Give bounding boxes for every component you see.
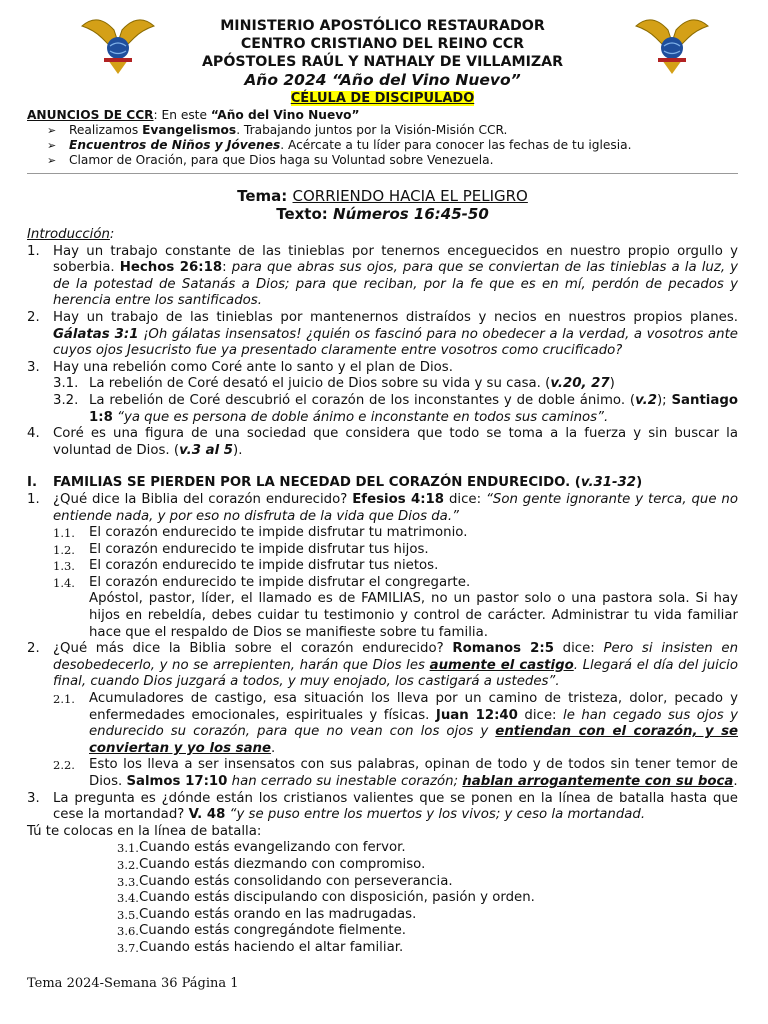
paragraph: Apóstol, pastor, líder, el llamado es de FAMILIAS, no un pastor solo o una pastora sola. Si hay hijos en rebeldía, debes cuidar tu testimonio y control de carácter. Administrar tu vida familiar hace que el respaldo de Dios se manifieste sobre tu familia. — [89, 591, 738, 640]
sub-list-item: 3.1. La rebelión de Coré desató el juicio de Dios sobre su vida y su casa. (v.20, 27) — [53, 376, 615, 392]
sub-list-item: 2.1. Acumuladores de castigo, esa situación los lleva por un camino de tristeza, dolor, pecado y enfermedades emocionales, espirituales y físicas. Juan 12:40 dice: le han cegado sus ojos y endurecido su corazón, para que no vean con los ojos y entiendan con el corazón, y se conviertan y yo los sane. — [53, 691, 739, 756]
sub-list-item: 3.6. Cuando estás congregándote fielmente. — [117, 923, 407, 939]
header-ministry: MINISTERIO APOSTÓLICO RESTAURADOR — [220, 18, 545, 34]
sub-list-item: 3.2. La rebelión de Coré descubrió el corazón de los inconstantes y de doble ánimo. (v.2); Santiago 1:8 “ya que es persona de doble ánimo e inconstante en todos sus caminos”. — [53, 392, 738, 425]
header-apostles: APÓSTOLES RAÚL Y NATHALY DE VILLAMIZAR — [201, 54, 564, 70]
arrow-bullet-icon: ➢ — [47, 154, 57, 167]
document-header — [27, 17, 738, 107]
announcement-item: ➢ Clamor de Oración, para que Dios haga su Voluntad sobre Venezuela. — [47, 153, 494, 167]
sub-list-item: 3.5. Cuando estás orando en las madrugadas. — [117, 906, 417, 922]
intro-label: Introducción — [27, 227, 110, 242]
announcement-item: ➢ Realizamos Evangelismos. Trabajando juntos por la Visión-Misión CCR. — [47, 123, 508, 137]
document-body: Introducción: 1. Hay un trabajo constante de las tinieblas por tenernos enceguecidos en nuestro propio orgullo y soberbia. Hechos 26:18: para que abras sus ojos, para que se conviertan de las tinieblas a la luz, y de la potestad de Satanás a Dios; para que reciban, por la fe que es en mí, perdón de pecados y herencia entre los santificados. 2. Hay un trabajo de las tinieblas por mantenernos distraídos y necios en nuestros propios planes. Gálatas 3:1 ¡Oh gálatas insensatos! ¿quién os fascinó para no obedecer a la verdad, a vosotros ante cuyos ojos Jesucristo fue ya presentado claramente entre vosotros como crucificado? 3. Hay una rebelión como Coré ante lo santo y el plan de Dios. 3.1. La rebelión de Coré desató el juicio de Dios sobre su vida y su casa. (v.20, 27) 3.2. La rebelión de Coré descubrió el corazón de los inconstantes y de doble ánimo. (v.2); Santiago 1:8 “ya que es persona de doble ánimo e inconstante en todos sus caminos”. 4. Coré es una figura de una sociedad que considera que todo se toma a la fuerza y sin buscar la voluntad de Dios. (v.3 al 5). I. FAMILIAS SE PIERDEN POR LA NECEDAD DEL CORAZÓN ENDURECIDO. (v.31-32) 1. ¿Qué dice la Biblia del corazón endurecido? Efesios 4:18 dice: “Son gente ignorante y terca, que no entiende nada, y por eso no disfruta de la vida que Dios da.” 1.1. El corazón endurecido te impide disfrutar tu matrimonio. 1.2. El corazón endurecido te impide disfrutar tus hijos. 1.3. El corazón endurecido te impide disfrutar tus nietos. 1.4. El corazón endurecido te impide disfrutar el congregarte. Apóstol, pastor, líder, el llamado es de FAMILIAS, no un pastor solo o una pastora sola. Si hay hijos en rebeldía, debes cuidar tu testimonio y control de carácter. Administrar tu vida familiar hace que el respaldo de Dios se manifieste sobre tu familia. 2. ¿Qué más dice la Biblia sobre el corazón endurecido? Romanos 2:5 dice: Pero si insisten en desobedecerlo, y no se arrepienten, harán que Dios les aumente el castigo. Llegará el día del juicio final, cuando Dios juzgará a todos, y muy enojado, los castigará a ustedes”. 2.1. Acumuladores de castigo, esa situación los lleva por un camino de tristeza, dolor, pecado y enfermedades emocionales, espirituales y físicas. Juan 12:40 dice: le han cegado sus ojos y endurecido su corazón, para que no vean con los ojos y entiendan con el corazón, y se conviertan y yo los sane. 2.2. Esto los lleva a ser insensatos con sus palabras, opinan de todo y de todos sin tener temor de Dios. Salmos 17:10 han cerrado su inestable corazón; hablan arrogantemente con su boca. 3. La pregunta es ¿dónde están los cristianos valientes que se ponen en la línea de batalla hasta que cese la mortandad? V. 48 “y se puso entre los muertos y los vivos; y ceso la mortandad. Tú te colocas en la línea de batalla: 3.1. Cuando estás evangelizando con fervor. 3.2. Cuando estás diezmando con compromiso. 3.3. Cuando estás consolidando con perseverancia. 3.4. Cuando estás discipulando con disposición, pasión y orden. 3.5. Cuando estás orando en las madrugadas. 3.6. Cuando estás congregándote fielmente. 3.7. Cuando estás haciendo el altar familiar. — [27, 227, 739, 955]
theme-text-ref: Números 16:45-50 — [333, 205, 489, 223]
cell-title-highlight: CÉLULA DE DISCIPULADO — [290, 91, 475, 106]
sub-list-item: 2.2. Esto los lleva a ser insensatos con sus palabras, opinan de todo y de todos sin tener temor de Dios. Salmos 17:10 han cerrado su inestable corazón; hablan arrogantemente con su boca. — [53, 757, 738, 789]
battle-line-lead: Tú te colocas en la línea de batalla: — [27, 823, 262, 839]
sub-list-item: 1.4. El corazón endurecido te impide disfrutar el congregarte. — [53, 574, 471, 590]
theme-title: CORRIENDO HACIA EL PELIGRO — [292, 187, 528, 205]
list-item: 1. Hay un trabajo constante de las tinieblas por tenernos enceguecidos en nuestro propio orgullo y soberbia. Hechos 26:18: para que abras sus ojos, para que se conviertan de las tinieblas a la luz, y de la potestad de Satanás a Dios; para que reciban, por la fe que es en mí, perdón de pecados y herencia entre los santificados. — [27, 243, 738, 309]
page-footer: Tema 2024-Semana 36 Página 1 — [27, 976, 239, 991]
sub-list-item: 3.4. Cuando estás discipulando con disposición, pasión y orden. — [117, 890, 535, 906]
theme-block: Tema: CORRIENDO HACIA EL PELIGRO Texto: Números 16:45-50 — [237, 187, 528, 223]
sub-list-item: 1.1. El corazón endurecido te impide disfrutar tu matrimonio. — [53, 525, 468, 541]
list-item: 2. ¿Qué más dice la Biblia sobre el corazón endurecido? Romanos 2:5 dice: Pero si insisten en desobedecerlo, y no se arrepienten, harán que Dios les aumente el castigo. Llegará el día del juicio final, cuando Dios juzgará a todos, y muy enojado, los castigará a ustedes”. — [27, 641, 738, 690]
sub-list-item: 3.1. Cuando estás evangelizando con fervor. — [117, 840, 406, 856]
section-heading: I. FAMILIAS SE PIERDEN POR LA NECEDAD DEL CORAZÓN ENDURECIDO. (v.31-32) — [27, 475, 643, 491]
announcement-item: ➢ Encuentros de Niños y Jóvenes. Acércate a tu líder para conocer las fechas de tu iglesia. — [47, 138, 632, 152]
sub-list-item: 3.3. Cuando estás consolidando con perseverancia. — [117, 873, 453, 889]
announcements: ANUNCIOS DE CCR: En este “Año del Vino Nuevo” ➢ Realizamos Evangelismos. Trabajando juntos por la Visión-Misión CCR. ➢ Encuentros de Niños y Jóvenes. Acércate a tu líder para conocer las fechas de tu iglesia. ➢ Clamor de Oración, para que Dios haga su Voluntad sobre Venezuela. — [27, 108, 738, 168]
divider — [27, 173, 738, 174]
sub-list-item: 3.2. Cuando estás diezmando con compromiso. — [117, 856, 426, 872]
list-item: 2. Hay un trabajo de las tinieblas por mantenernos distraídos y necios en nuestros propios planes. Gálatas 3:1 ¡Oh gálatas insensatos! ¿quién os fascinó para no obedecer a la verdad, a vosotros ante cuyos ojos Jesucristo fue ya presentado claramente entre vosotros como crucificado? — [27, 309, 738, 359]
document-page — [27, 14, 738, 957]
list-item: 1. ¿Qué dice la Biblia del corazón endurecido? Efesios 4:18 dice: “Son gente ignorante y terca, que no entiende nada, y por eso no disfruta de la vida que Dios da.” — [27, 491, 738, 524]
sub-list-item: 1.3. El corazón endurecido te impide disfrutar tus nietos. — [53, 558, 439, 574]
announcements-title: ANUNCIOS DE CCR — [27, 108, 154, 122]
announcements-list — [27, 123, 738, 168]
sub-list-item: 3.7. Cuando estás haciendo el altar familiar. — [117, 939, 404, 955]
sub-list-item: 1.2. El corazón endurecido te impide disfrutar tus hijos. — [53, 541, 429, 557]
list-item: 3. La pregunta es ¿dónde están los cristianos valientes que se ponen en la línea de batalla hasta que cese la mortandad? V. 48 “y se puso entre los muertos y los vivos; y ceso la mortandad. — [27, 790, 738, 823]
list-item: 4. Coré es una figura de una sociedad que considera que todo se toma a la fuerza y sin buscar la voluntad de Dios. (v.3 al 5). — [27, 426, 738, 458]
arrow-bullet-icon: ➢ — [47, 139, 57, 152]
header-church: CENTRO CRISTIANO DEL REINO CCR — [240, 36, 525, 52]
list-item: 3. Hay una rebelión como Coré ante lo santo y el plan de Dios. — [27, 359, 453, 375]
header-year: Año 2024 “Año del Vino Nuevo” — [244, 71, 521, 89]
arrow-bullet-icon: ➢ — [47, 124, 57, 137]
